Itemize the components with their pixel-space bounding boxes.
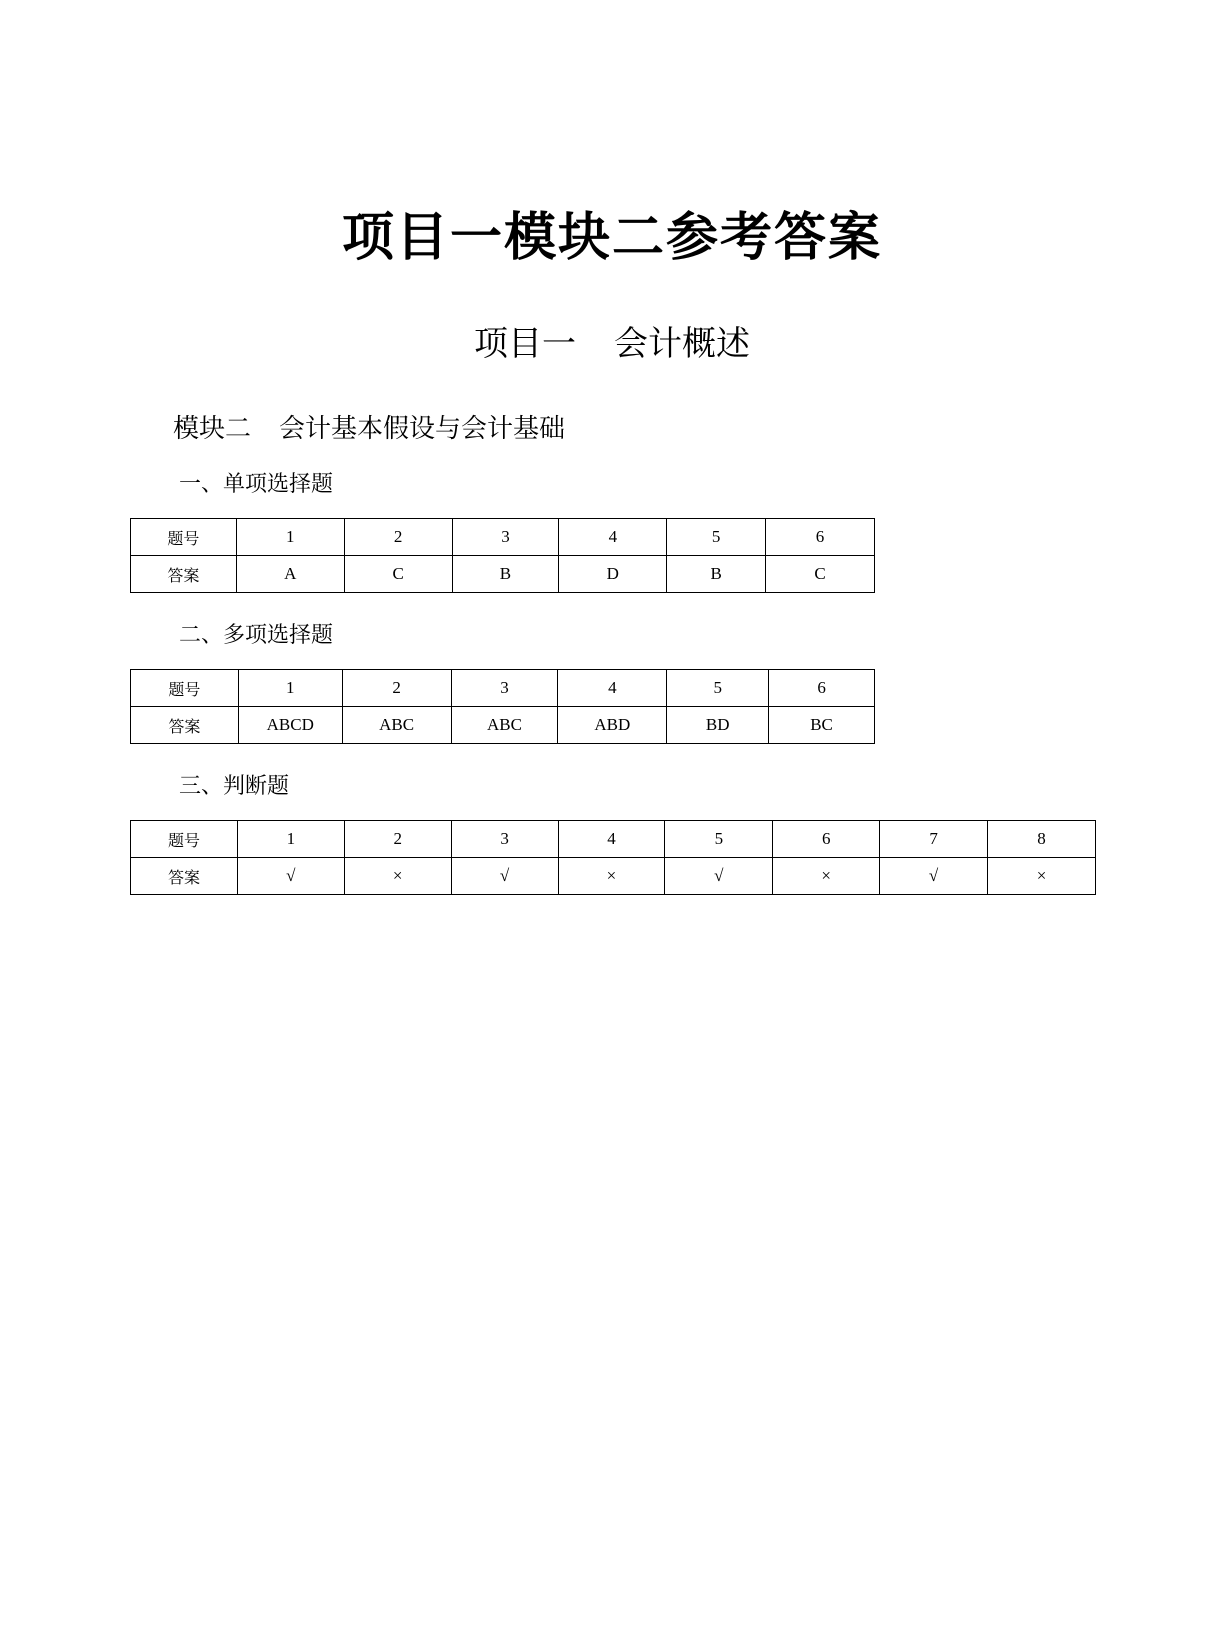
question-number: 1 (237, 821, 344, 858)
project-title (0, 322, 1224, 366)
answer-cell: × (558, 858, 665, 895)
question-number: 1 (238, 670, 342, 707)
single-choice-table (130, 518, 875, 593)
module-title (173, 411, 565, 447)
answer-cell: √ (237, 858, 344, 895)
answer-cell: √ (451, 858, 558, 895)
multiple-choice-heading: 二、多项选择题 (179, 623, 334, 648)
question-number: 2 (344, 519, 452, 556)
multiple-choice-table (130, 669, 875, 744)
table-row-answers (131, 858, 1096, 895)
answer-cell: √ (880, 858, 988, 895)
project-name: 会计概述 (614, 324, 750, 364)
question-number: 6 (769, 670, 875, 707)
true-false-heading: 三、判断题 (179, 774, 290, 799)
question-number: 5 (665, 821, 773, 858)
answer-cell: BD (667, 707, 769, 744)
answer-cell: × (988, 858, 1096, 895)
question-number: 3 (451, 821, 558, 858)
question-number: 7 (880, 821, 988, 858)
question-number: 1 (236, 519, 344, 556)
table-row-numbers (131, 821, 1096, 858)
row-label: 题号 (131, 519, 237, 556)
row-label: 题号 (131, 670, 239, 707)
question-number: 4 (558, 821, 665, 858)
module-name: 会计基本假设与会计基础 (279, 414, 566, 444)
question-number: 5 (667, 519, 766, 556)
question-number: 4 (559, 519, 667, 556)
answer-cell: B (452, 556, 559, 593)
question-number: 4 (558, 670, 667, 707)
project-number: 项目一 (474, 324, 576, 364)
true-false-table (130, 820, 1096, 895)
answer-cell: C (766, 556, 875, 593)
single-choice-heading: 一、单项选择题 (179, 472, 334, 497)
answer-cell: A (236, 556, 344, 593)
row-label: 答案 (131, 707, 239, 744)
question-number: 3 (452, 519, 559, 556)
question-number: 6 (773, 821, 880, 858)
answer-cell: D (559, 556, 667, 593)
module-number: 模块二 (173, 414, 252, 444)
answer-cell: C (344, 556, 452, 593)
row-label: 题号 (131, 821, 238, 858)
answer-cell: √ (665, 858, 773, 895)
question-number: 6 (766, 519, 875, 556)
table-row-numbers (131, 670, 875, 707)
table-row-answers (131, 707, 875, 744)
table-row-answers (131, 556, 875, 593)
answer-cell: BC (769, 707, 875, 744)
question-number: 2 (342, 670, 451, 707)
answer-cell: ABC (342, 707, 451, 744)
table-row-numbers (131, 519, 875, 556)
question-number: 3 (451, 670, 558, 707)
answer-cell: × (773, 858, 880, 895)
row-label: 答案 (131, 556, 237, 593)
answer-cell: ABC (451, 707, 558, 744)
row-label: 答案 (131, 858, 238, 895)
answer-cell: B (667, 556, 766, 593)
page-title: 项目一模块二参考答案 (341, 207, 882, 268)
question-number: 2 (344, 821, 451, 858)
answer-cell: ABD (558, 707, 667, 744)
answer-cell: ABCD (238, 707, 342, 744)
question-number: 8 (988, 821, 1096, 858)
question-number: 5 (667, 670, 769, 707)
answer-cell: × (344, 858, 451, 895)
